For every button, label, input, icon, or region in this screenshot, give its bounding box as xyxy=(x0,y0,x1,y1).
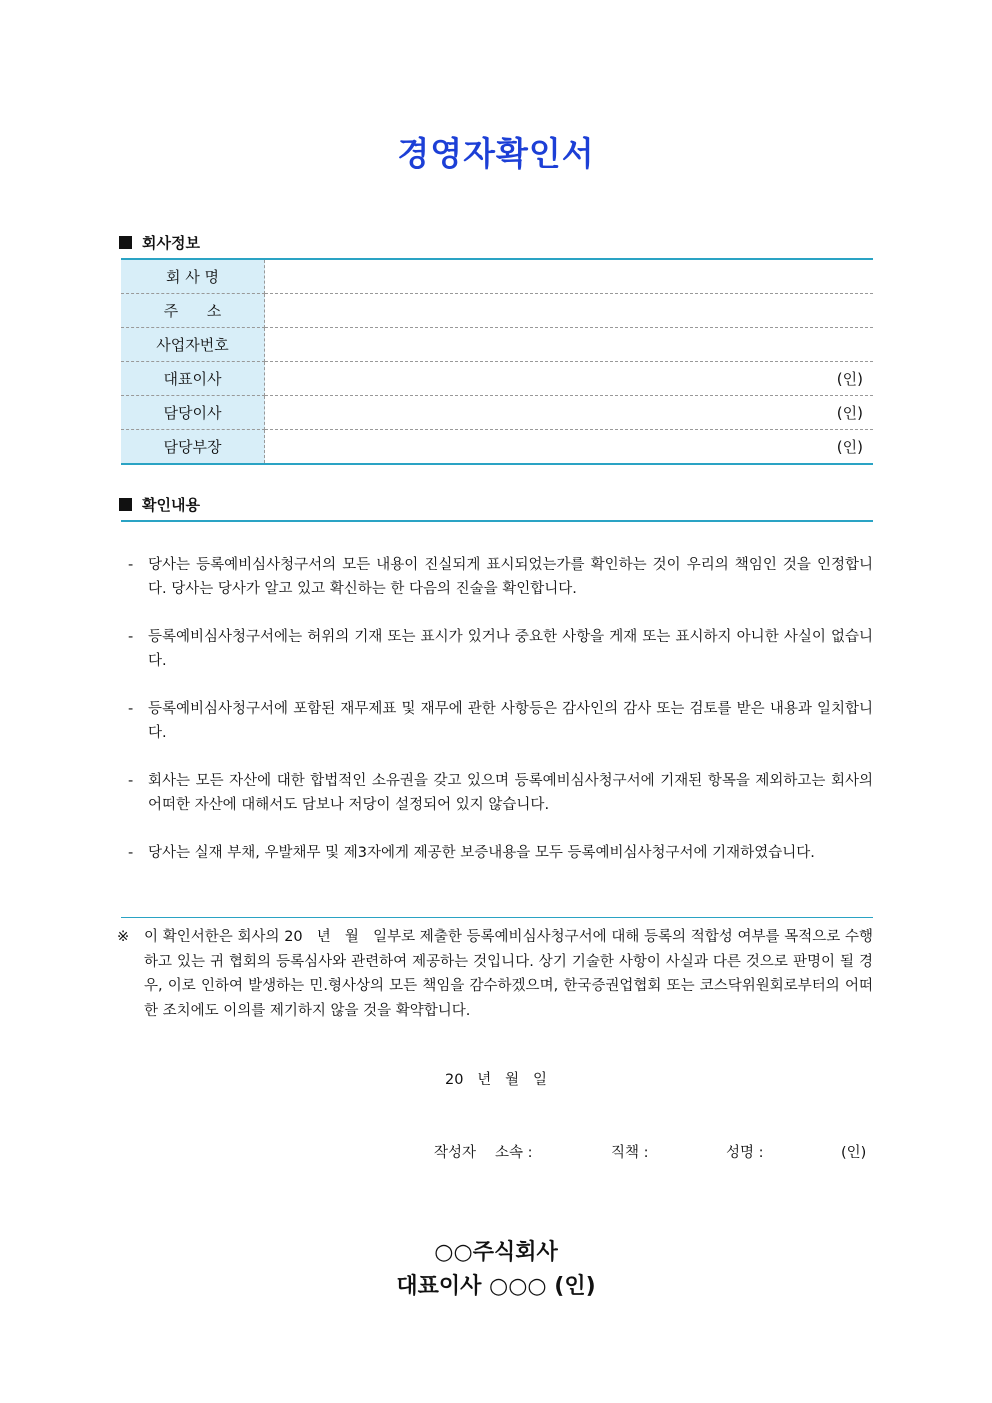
table-row xyxy=(121,430,873,465)
dash-bullet: - xyxy=(128,701,134,717)
address-field[interactable] xyxy=(265,294,874,328)
table-row xyxy=(121,396,873,430)
dash-bullet: - xyxy=(128,629,134,645)
director-field[interactable]: (인) xyxy=(265,396,874,430)
list-item-text: 당사는 실재 부채, 우발채무 및 제3자에게 제공한 보증내용을 모두 등록예비심사청구서에 기재하였습니다. xyxy=(148,845,815,861)
list-item-text: 등록예비심사청구서에는 허위의 기재 또는 표시가 있거나 중요한 사항을 게재 또는 표시하지 아니한 사실이 없습니다. xyxy=(148,629,873,669)
manager-field[interactable]: (인) xyxy=(265,430,874,465)
list-item-text: 당사는 등록예비심사청구서의 모든 내용이 진실되게 표시되었는가를 확인하는 것이 우리의 책임인 것을 인정합니다. 당사는 당사가 알고 있고 확신하는 한 다음의 진술을 확인합니다. xyxy=(148,557,873,597)
company-name-field[interactable] xyxy=(265,259,874,294)
list-item xyxy=(128,769,873,817)
list-item xyxy=(128,841,873,865)
writer-affiliation[interactable]: 소속 : xyxy=(495,1145,533,1161)
list-item xyxy=(128,553,873,601)
ceo-label: 대표이사 xyxy=(121,362,265,396)
company-name: ○○주식회사 xyxy=(434,1240,558,1265)
confirmation-list xyxy=(128,553,873,889)
business-number-label: 사업자번호 xyxy=(121,328,265,362)
table-row xyxy=(121,294,873,328)
pledge-note xyxy=(117,925,873,1023)
writer-name[interactable]: 성명 : xyxy=(726,1145,764,1161)
note-divider xyxy=(121,917,873,918)
document-title: 경영자확인서 xyxy=(397,134,595,173)
table-row xyxy=(121,328,873,362)
company-info-heading xyxy=(119,232,200,253)
list-item xyxy=(128,625,873,673)
address-label: 주 소 xyxy=(121,294,265,328)
business-number-field[interactable] xyxy=(265,328,874,362)
manager-label: 담당부장 xyxy=(121,430,265,465)
table-row xyxy=(121,362,873,396)
table-row xyxy=(121,259,873,294)
section-divider xyxy=(121,520,873,522)
representative-signature: 대표이사 ○○○ (인) xyxy=(396,1274,596,1299)
dash-bullet: - xyxy=(128,845,134,861)
list-item xyxy=(128,697,873,745)
writer-position[interactable]: 직책 : xyxy=(611,1145,649,1161)
company-info-table xyxy=(121,258,873,465)
writer-seal: (인) xyxy=(841,1145,867,1161)
list-item-text: 등록예비심사청구서에 포함된 재무제표 및 재무에 관한 사항등은 감사인의 감사 또는 검토를 받은 내용과 일치합니다. xyxy=(148,701,873,741)
confirmation-heading xyxy=(119,494,200,515)
company-info-heading-label: 회사정보 xyxy=(142,234,200,252)
confirmation-heading-label: 확인내용 xyxy=(142,496,200,514)
director-label: 담당이사 xyxy=(121,396,265,430)
signing-date: 20 년 월 일 xyxy=(445,1072,547,1088)
signature-block xyxy=(0,1236,992,1304)
list-item-text: 회사는 모든 자산에 대한 합법적인 소유권을 갖고 있으며 등록예비심사청구서에 기재된 항목을 제외하고는 회사의 어떠한 자산에 대해서도 담보나 저당이 설정되어 있지 않습니다. xyxy=(148,773,873,813)
pledge-note-text: 이 확인서한은 회사의 20 년 월 일부로 제출한 등록예비심사청구서에 대해 등록의 적합성 여부를 목적으로 수행하고 있는 귀 협회의 등록심사와 관련하여 제공하는 것입니다. 상기 기술한 사항이 사실과 다른 것으로 판명이 될 경우, 이로 인하여 발생하는 민.형사상의 모든 책임을 감수하겠으며, 한국증권업협회 또는 코스닥위원회로부터의 어떠한 조치에도 이의를 제기하지 않을 것을 확약합니다. xyxy=(144,929,873,1019)
company-name-label: 회 사 명 xyxy=(121,259,265,294)
ceo-field[interactable]: (인) xyxy=(265,362,874,396)
writer-label: 작성자 xyxy=(434,1145,477,1161)
dash-bullet: - xyxy=(128,773,134,789)
reference-mark-icon: ※ xyxy=(117,929,130,945)
square-bullet-icon xyxy=(119,498,132,511)
square-bullet-icon xyxy=(119,236,132,249)
dash-bullet: - xyxy=(128,557,134,573)
